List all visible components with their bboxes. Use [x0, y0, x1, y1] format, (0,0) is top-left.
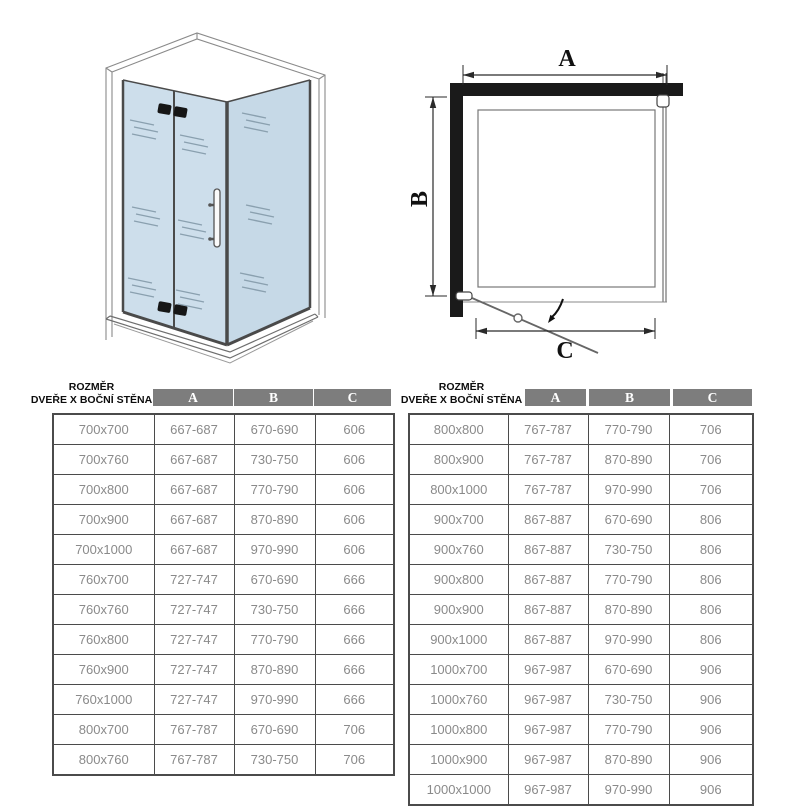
value-cell: 970-990 [588, 625, 669, 655]
size-cell: 1000x1000 [409, 775, 508, 806]
column-header-b: B [589, 389, 670, 406]
column-header-c: C [314, 389, 391, 406]
value-cell: 667-687 [154, 445, 234, 475]
value-cell: 667-687 [154, 535, 234, 565]
value-cell: 867-887 [508, 565, 588, 595]
value-cell: 666 [315, 625, 394, 655]
value-cell: 806 [669, 595, 753, 625]
table-row [53, 625, 394, 655]
shower-top-view-diagram [400, 15, 710, 365]
value-cell: 767-787 [154, 745, 234, 776]
value-cell: 667-687 [154, 475, 234, 505]
value-cell: 767-787 [508, 445, 588, 475]
size-cell: 900x1000 [409, 625, 508, 655]
value-cell: 867-887 [508, 625, 588, 655]
size-cell: 800x700 [53, 715, 154, 745]
size-cell: 700x700 [53, 414, 154, 445]
value-cell: 730-750 [234, 595, 315, 625]
value-cell: 867-887 [508, 505, 588, 535]
value-cell: 870-890 [234, 505, 315, 535]
table-row [53, 445, 394, 475]
value-cell: 606 [315, 414, 394, 445]
value-cell: 967-987 [508, 775, 588, 806]
door-knob-icon [514, 314, 522, 322]
value-cell: 967-987 [508, 685, 588, 715]
value-cell: 666 [315, 595, 394, 625]
table-title-line1: ROZMĚR [68, 381, 115, 394]
shower-3d-svg [70, 15, 370, 370]
value-cell: 806 [669, 625, 753, 655]
value-cell: 606 [315, 445, 394, 475]
dimension-table [408, 413, 754, 806]
table-row [409, 775, 753, 806]
table-title-line1: ROZMĚR [438, 381, 485, 394]
size-cell: 800x1000 [409, 475, 508, 505]
value-cell: 666 [315, 685, 394, 715]
table-row [409, 685, 753, 715]
value-cell: 706 [315, 745, 394, 776]
value-cell: 906 [669, 655, 753, 685]
value-cell: 667-687 [154, 505, 234, 535]
value-cell: 666 [315, 655, 394, 685]
table-row [53, 745, 394, 776]
value-cell: 770-790 [234, 475, 315, 505]
table-row [409, 625, 753, 655]
value-cell: 666 [315, 565, 394, 595]
value-cell: 706 [669, 414, 753, 445]
size-cell: 700x760 [53, 445, 154, 475]
size-cell: 900x900 [409, 595, 508, 625]
dimension-c-label: C [556, 338, 574, 360]
value-cell: 870-890 [588, 745, 669, 775]
wall-top [450, 83, 683, 96]
value-cell: 670-690 [234, 715, 315, 745]
size-cell: 900x800 [409, 565, 508, 595]
value-cell: 767-787 [154, 715, 234, 745]
size-cell: 1000x900 [409, 745, 508, 775]
size-cell: 900x700 [409, 505, 508, 535]
table-row [53, 565, 394, 595]
column-header-c: C [673, 389, 752, 406]
table-row [53, 685, 394, 715]
value-cell: 970-990 [234, 535, 315, 565]
table-row [409, 535, 753, 565]
table-title-line2: DVEŘE X BOČNÍ STĚNA [400, 393, 523, 406]
value-cell: 730-750 [588, 535, 669, 565]
size-cell: 760x700 [53, 565, 154, 595]
value-cell: 670-690 [588, 505, 669, 535]
shower-3d-diagram [70, 15, 370, 375]
value-cell: 970-990 [234, 685, 315, 715]
door-hinge-bracket-icon [456, 292, 472, 300]
size-cell: 1000x700 [409, 655, 508, 685]
value-cell: 727-747 [154, 595, 234, 625]
value-cell: 906 [669, 715, 753, 745]
value-cell: 606 [315, 505, 394, 535]
size-cell: 800x760 [53, 745, 154, 776]
table-row [409, 715, 753, 745]
size-cell: 760x800 [53, 625, 154, 655]
table-row [53, 595, 394, 625]
table-row [409, 475, 753, 505]
value-cell: 867-887 [508, 535, 588, 565]
size-cell: 1000x800 [409, 715, 508, 745]
value-cell: 727-747 [154, 565, 234, 595]
table-row [409, 445, 753, 475]
table-row [409, 565, 753, 595]
table-title [30, 381, 153, 406]
table-title-line2: DVEŘE X BOČNÍ STĚNA [30, 393, 153, 406]
value-cell: 606 [315, 475, 394, 505]
value-cell: 970-990 [588, 775, 669, 806]
size-cell: 900x760 [409, 535, 508, 565]
size-cell: 700x800 [53, 475, 154, 505]
column-header-b: B [234, 389, 313, 406]
dimension-c [476, 318, 655, 339]
value-cell: 730-750 [234, 745, 315, 776]
value-cell: 667-687 [154, 414, 234, 445]
dimension-table [52, 413, 395, 776]
value-cell: 806 [669, 535, 753, 565]
value-cell: 906 [669, 685, 753, 715]
table-row [53, 655, 394, 685]
open-door-line [472, 298, 598, 353]
value-cell: 806 [669, 505, 753, 535]
value-cell: 730-750 [588, 685, 669, 715]
value-cell: 770-790 [234, 625, 315, 655]
value-cell: 767-787 [508, 414, 588, 445]
shower-top-view-svg [400, 15, 710, 360]
value-cell: 727-747 [154, 625, 234, 655]
column-header-a: A [525, 389, 586, 406]
value-cell: 906 [669, 775, 753, 806]
glass-clamp-icon [657, 95, 669, 107]
door-swing-arrow-icon [548, 299, 563, 323]
size-cell: 760x900 [53, 655, 154, 685]
value-cell: 906 [669, 745, 753, 775]
value-cell: 706 [315, 715, 394, 745]
value-cell: 767-787 [508, 475, 588, 505]
table-row [53, 475, 394, 505]
value-cell: 670-690 [588, 655, 669, 685]
tray-outline [478, 110, 655, 287]
value-cell: 730-750 [234, 445, 315, 475]
side-glass-panel [227, 80, 310, 345]
value-cell: 870-890 [588, 595, 669, 625]
size-cell: 1000x760 [409, 685, 508, 715]
value-cell: 870-890 [588, 445, 669, 475]
value-cell: 967-987 [508, 715, 588, 745]
value-cell: 806 [669, 565, 753, 595]
table-row [409, 414, 753, 445]
value-cell: 770-790 [588, 715, 669, 745]
value-cell: 727-747 [154, 685, 234, 715]
value-cell: 706 [669, 475, 753, 505]
value-cell: 770-790 [588, 414, 669, 445]
size-cell: 700x1000 [53, 535, 154, 565]
dimension-b-label: B [407, 190, 433, 208]
table-row [409, 595, 753, 625]
size-table-right-header [400, 378, 752, 406]
table-title [400, 381, 523, 406]
value-cell: 727-747 [154, 655, 234, 685]
value-cell: 706 [669, 445, 753, 475]
column-header-a: A [153, 389, 233, 406]
wall-left [450, 83, 463, 317]
size-cell: 800x900 [409, 445, 508, 475]
size-cell: 800x800 [409, 414, 508, 445]
value-cell: 670-690 [234, 414, 315, 445]
size-cell: 760x1000 [53, 685, 154, 715]
table-row [53, 715, 394, 745]
value-cell: 970-990 [588, 475, 669, 505]
value-cell: 606 [315, 535, 394, 565]
value-cell: 967-987 [508, 655, 588, 685]
table-row [409, 505, 753, 535]
size-cell: 700x900 [53, 505, 154, 535]
dimension-a-label: A [558, 46, 576, 72]
value-cell: 670-690 [234, 565, 315, 595]
table-row [409, 655, 753, 685]
size-table-left [30, 378, 393, 776]
size-table-left-header [30, 378, 393, 406]
value-cell: 770-790 [588, 565, 669, 595]
table-row [409, 745, 753, 775]
value-cell: 870-890 [234, 655, 315, 685]
value-cell: 967-987 [508, 745, 588, 775]
size-cell: 760x760 [53, 595, 154, 625]
table-row [53, 414, 394, 445]
size-table-right [400, 378, 752, 806]
table-row [53, 505, 394, 535]
value-cell: 867-887 [508, 595, 588, 625]
table-row [53, 535, 394, 565]
